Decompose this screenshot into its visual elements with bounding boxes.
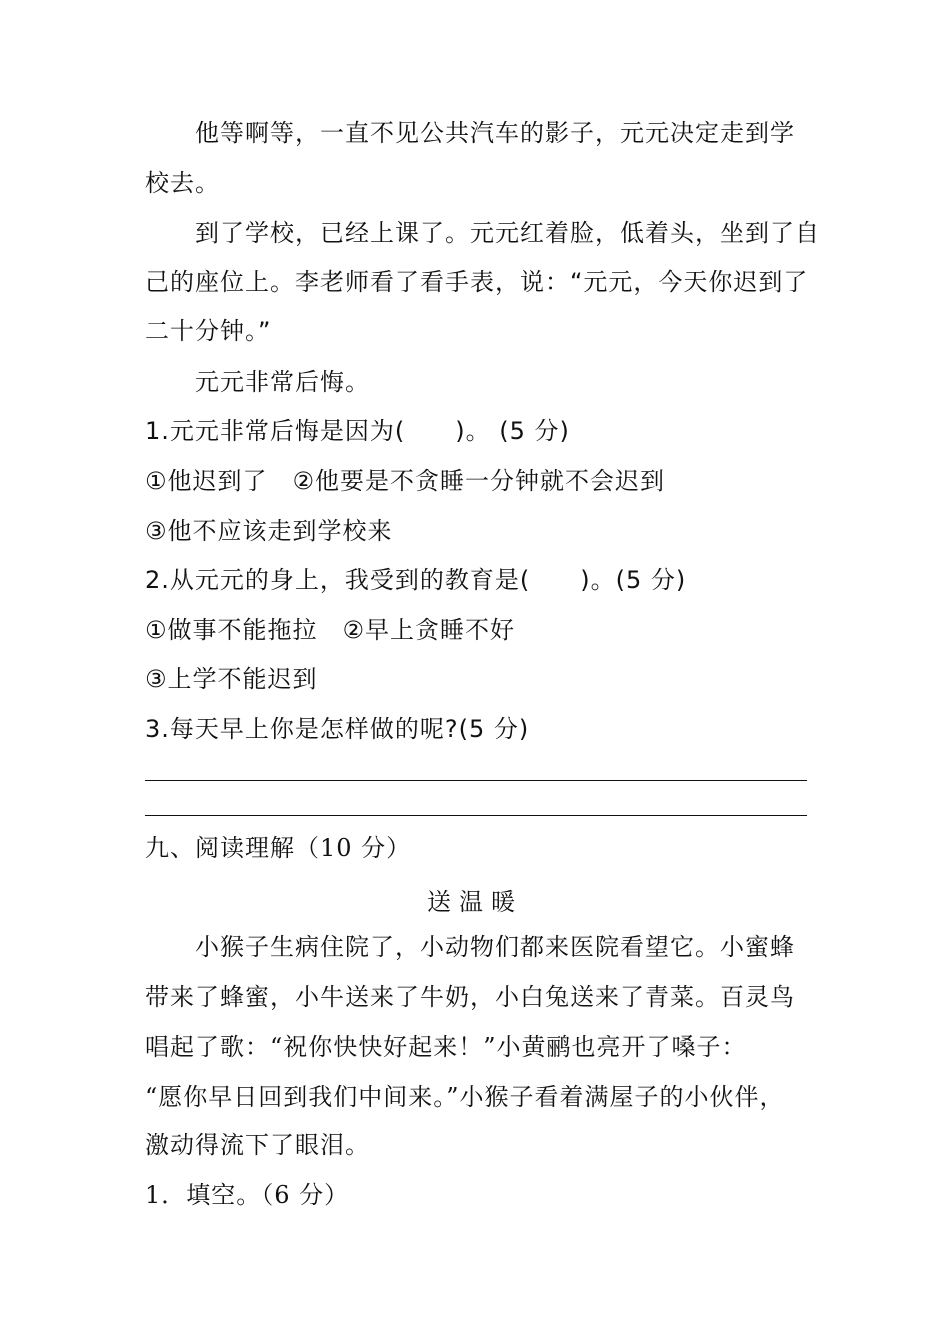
passage1-p1-line2: 校去。 xyxy=(145,169,220,197)
passage1-p3-line1: 元元非常后悔。 xyxy=(195,368,370,396)
passage1-p1-line1: 他等啊等，一直不见公共汽车的影子，元元决定走到学 xyxy=(195,119,795,147)
task-1: 1．填空。（6 分） xyxy=(145,1181,350,1209)
story-title: 送温暖 xyxy=(427,888,523,916)
question-2-options-b: ③上学不能迟到 xyxy=(145,665,318,693)
story-line1: 小猴子生病住院了，小动物们都来医院看望它。小蜜蜂 xyxy=(195,933,795,961)
question-1-options-b: ③他不应该走到学校来 xyxy=(145,517,393,545)
story-line4: “愿你早日回到我们中间来。”小猴子看着满屋子的小伙伴， xyxy=(145,1083,785,1111)
question-1-options-a: ①他迟到了 ②他要是不贪睡一分钟就不会迟到 xyxy=(145,467,666,495)
question-1: 1.元元非常后悔是因为( )。 (5 分) xyxy=(145,417,570,445)
question-3: 3.每天早上你是怎样做的呢?(5 分) xyxy=(145,715,530,743)
question-2: 2.从元元的身上，我受到的教育是( )。(5 分) xyxy=(145,566,687,594)
story-line5: 激动得流下了眼泪。 xyxy=(145,1131,370,1159)
story-line3: 唱起了歌：“祝你快快好起来！”小黄鹂也亮开了嗓子： xyxy=(145,1033,747,1061)
story-line2: 带来了蜂蜜，小牛送来了牛奶，小白兔送来了青菜。百灵鸟 xyxy=(145,983,795,1011)
answer-line-1[interactable] xyxy=(145,780,807,781)
passage1-p2-line3: 二十分钟。” xyxy=(145,317,272,345)
question-2-options-a: ①做事不能拖拉 ②早上贪睡不好 xyxy=(145,616,516,644)
passage1-p2-line2: 己的座位上。李老师看了看手表，说：“元元，今天你迟到了 xyxy=(145,268,809,296)
answer-line-2[interactable] xyxy=(145,815,807,816)
passage1-p2-line1: 到了学校，已经上课了。元元红着脸，低着头，坐到了自 xyxy=(195,219,820,247)
section9-heading: 九、阅读理解（10 分） xyxy=(145,834,412,862)
